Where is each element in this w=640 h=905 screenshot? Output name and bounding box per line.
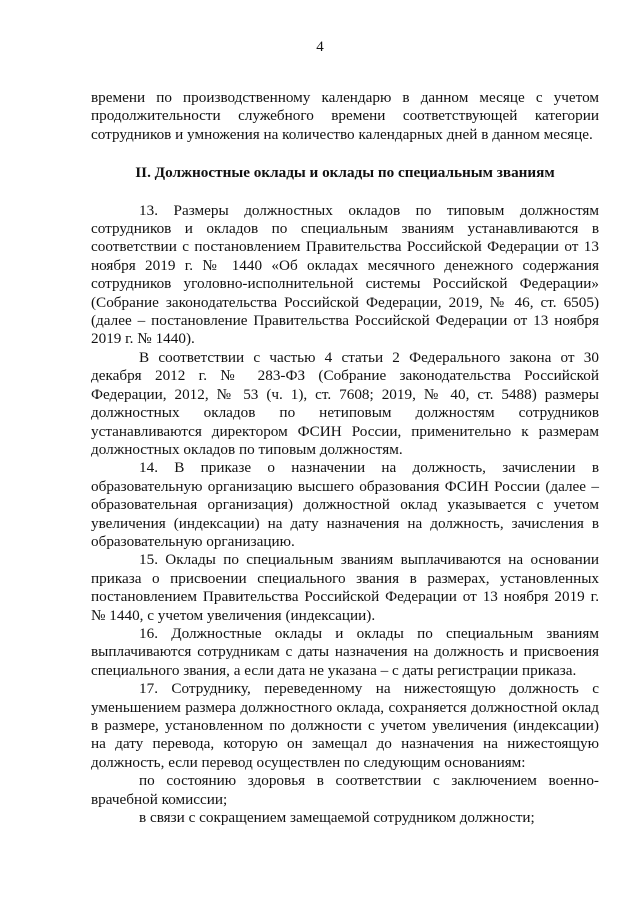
paragraph-continuation: времени по производственному календарю в данном месяце с учетом продолжительности служебного времени соответствующей категории сотрудников и умножения на количество календарных дней в данном месяце. <box>91 89 599 143</box>
paragraph-16: 16. Должностные оклады и оклады по специальным званиям выплачиваются сотрудникам с даты назначения на должность и присвоения специального звания, а если дата не указана – с даты регистрации приказа. <box>91 624 599 679</box>
paragraph-13: 13. Размеры должностных окладов по типовым должностям сотрудников и окладов по специальным званиям устанавливаются в соответствии с постановлением Правительства Российской Федерации от 13 ноября 2019 г. № 1440 «Об окладах месячного денежного содержания сотрудников уголовно-исполнительной системы Российской Федерации» (Собрание законодательства Российской Федерации, 2019, № 46, ст. 6505) (далее – постановление Правительства Российской Федерации от 13 ноября 2019 г. № 1440). <box>91 201 599 348</box>
paragraph-13-second: В соответствии с частью 4 статьи 2 Федерального закона от 30 декабря 2012 г. № 283-ФЗ (Собрание законодательства Российской Федерации, 2012, № 53 (ч. 1), ст. 7608; 2019, № 40, ст. 5488) размеры должностных окладов по нетиповым должностям сотрудников устанавливаются директором ФСИН России, применительно к размерам должностных окладов по типовым должностям. <box>91 348 599 458</box>
list-item-health: по состоянию здоровья в соответствии с заключением военно-врачебной комиссии; <box>91 772 599 808</box>
list-item-reduction: в связи с сокращением замещаемой сотрудником должности; <box>139 809 535 827</box>
paragraph-17: 17. Сотруднику, переведенному на нижестоящую должность с уменьшением размера должностного оклада, сохраняется должностной оклад в размере, установленном по должности с учетом увеличения (индексации) на дату перевода, которую он замещал до назначения на нижестоящую должность, если перевод осуществлен по следующим основаниям: <box>91 680 599 771</box>
page-number: 4 <box>316 39 324 55</box>
section-heading: II. Должностные оклады и оклады по специальным званиям <box>135 164 555 182</box>
document-body <box>91 89 599 827</box>
paragraph-15: 15. Оклады по специальным званиям выплачиваются на основании приказа о присвоении специального звания в размерах, установленных постановлением Правительства Российской Федерации от 13 ноября 2019 г. № 1440, с учетом увеличения (индексации). <box>91 551 599 624</box>
paragraph-14: 14. В приказе о назначении на должность, зачислении в образовательную организацию высшего образования ФСИН России (далее – образовательная организация) должностной оклад указывается с учетом увеличения (индексации) на дату назначения на должность, зачисления в образовательную организацию. <box>91 459 599 550</box>
